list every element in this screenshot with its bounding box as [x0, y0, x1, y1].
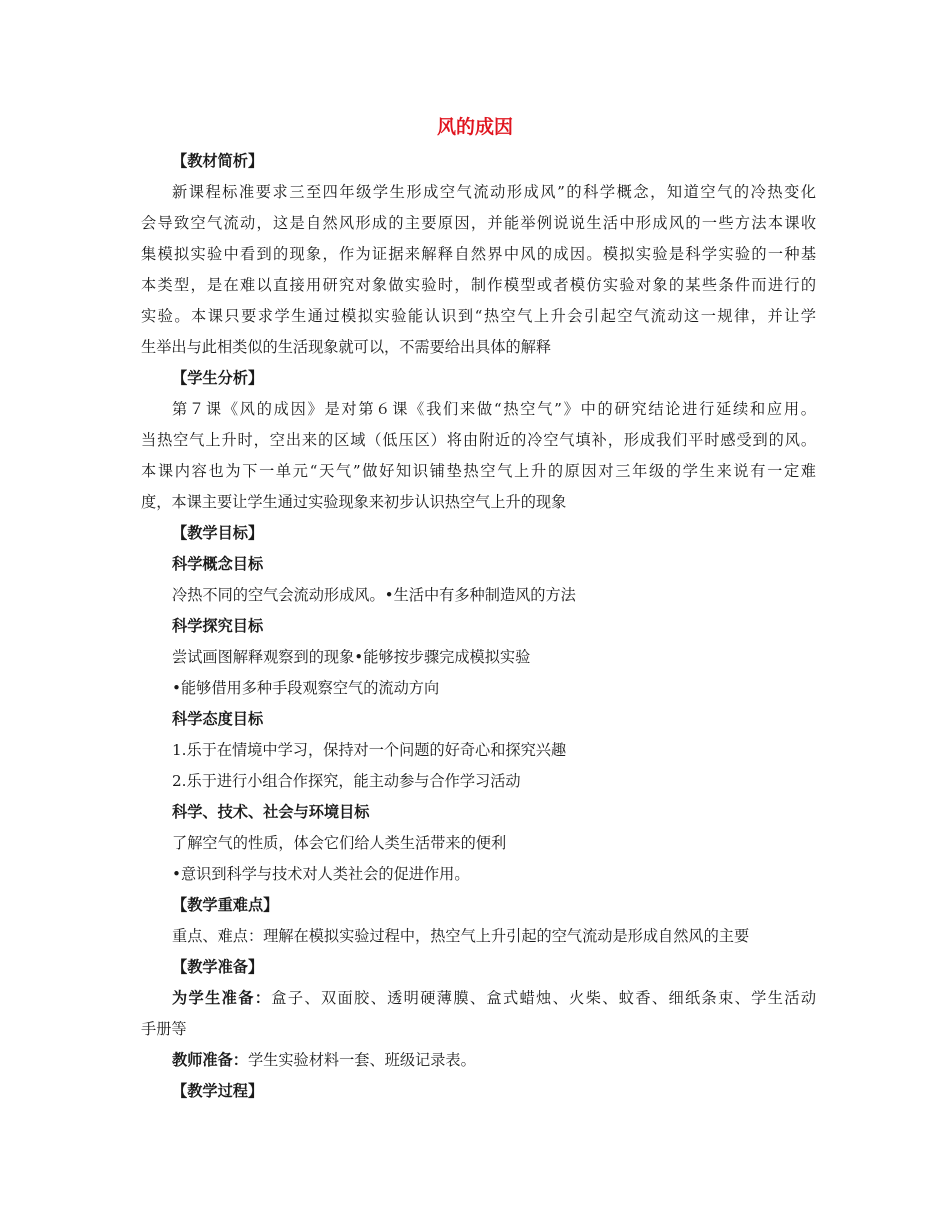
paragraph-line: 度，本课主要让学生通过实验现象来初步认识热空气上升的现象	[141, 493, 567, 511]
paragraph-line: 会导致空气流动，这是自然风形成的主要原因，并能举例说说生活中形成风的一些方法本课收	[141, 214, 816, 232]
subheading-science-inquiry: 科学探究目标	[172, 617, 264, 635]
paragraph-line: 新课程标准要求三至四年级学生形成空气流动形成风”的科学概念，知道空气的冷热变化	[172, 183, 816, 201]
paragraph-line: 第７课《风的成因》是对第６课《我们来做“热空气”》中的研究结论进行延续和应用。	[172, 400, 816, 418]
document-body	[141, 146, 816, 1107]
paragraph-line: 本类型，是在难以直接用研究对象做实验时，制作模型或者模仿实验对象的某些条件而进行的	[141, 276, 816, 294]
section-heading-teaching-goals: 【教学目标】	[172, 524, 264, 542]
paragraph-line: 生举出与此相类似的生活现象就可以，不需要给出具体的解释	[141, 338, 552, 356]
paragraph-line: 重点、难点：理解在模拟实验过程中，热空气上升引起的空气流动是形成自然风的主要	[172, 927, 750, 945]
paragraph-line	[141, 1045, 816, 1076]
paragraph-line: 本课内容也为下一单元“天气”做好知识铺垫热空气上升的原因对三年级的学生来说有一定难	[141, 462, 816, 480]
teacher-prep-label: 教师准备：	[172, 1051, 248, 1069]
section-heading-preparation: 【教学准备】	[172, 958, 264, 976]
paragraph-line: •能够借用多种手段观察空气的流动方向	[172, 679, 440, 697]
paragraph-line: 当热空气上升时，空出来的区域（低压区）将由附近的冷空气填补，形成我们平时感受到的风。	[141, 431, 816, 449]
section-heading-key-points: 【教学重难点】	[172, 896, 279, 914]
document-title: 风的成因	[436, 116, 513, 138]
paragraph-line: 尝试画图解释观察到的现象•能够按步骤完成模拟实验	[172, 648, 531, 666]
paragraph-line: 实验。本课只要求学生通过模拟实验能认识到“热空气上升会引起空气流动这一规律，并让学	[141, 307, 816, 325]
teacher-prep-text: 学生实验材料一套、班级记录表。	[247, 1051, 476, 1069]
student-prep-text: 盒子、双面胶、透明硬薄膜、盒式蜡烛、火柴、蚊香、细纸条束、学生活动	[271, 989, 816, 1007]
paragraph-line: 集模拟实验中看到的现象，作为证据来解释自然界中风的成因。模拟实验是科学实验的一种基	[141, 245, 816, 263]
section-heading-teaching-process: 【教学过程】	[172, 1082, 264, 1100]
paragraph-line: 2.乐于进行小组合作探究，能主动参与合作学习活动	[172, 772, 521, 790]
student-prep-label: 为学生准备：	[172, 989, 272, 1007]
paragraph-line	[141, 983, 816, 1014]
paragraph-line: 冷热不同的空气会流动形成风。•生活中有多种制造风的方法	[172, 586, 576, 604]
paragraph-line: 了解空气的性质，体会它们给人类生活带来的便利	[172, 834, 507, 852]
subheading-science-attitude: 科学态度目标	[172, 710, 264, 728]
section-heading-student-analysis: 【学生分析】	[172, 369, 264, 387]
subheading-science-concept: 科学概念目标	[172, 555, 264, 573]
paragraph-line: 1.乐于在情境中学习，保持对一个问题的好奇心和探究兴趣	[172, 741, 567, 759]
paragraph-line: •意识到科学与技术对人类社会的促进作用。	[172, 865, 470, 883]
section-heading-textbook-analysis: 【教材简析】	[172, 152, 264, 170]
paragraph-line: 手册等	[141, 1020, 187, 1038]
subheading-sts-goals: 科学、技术、社会与环境目标	[172, 803, 370, 821]
